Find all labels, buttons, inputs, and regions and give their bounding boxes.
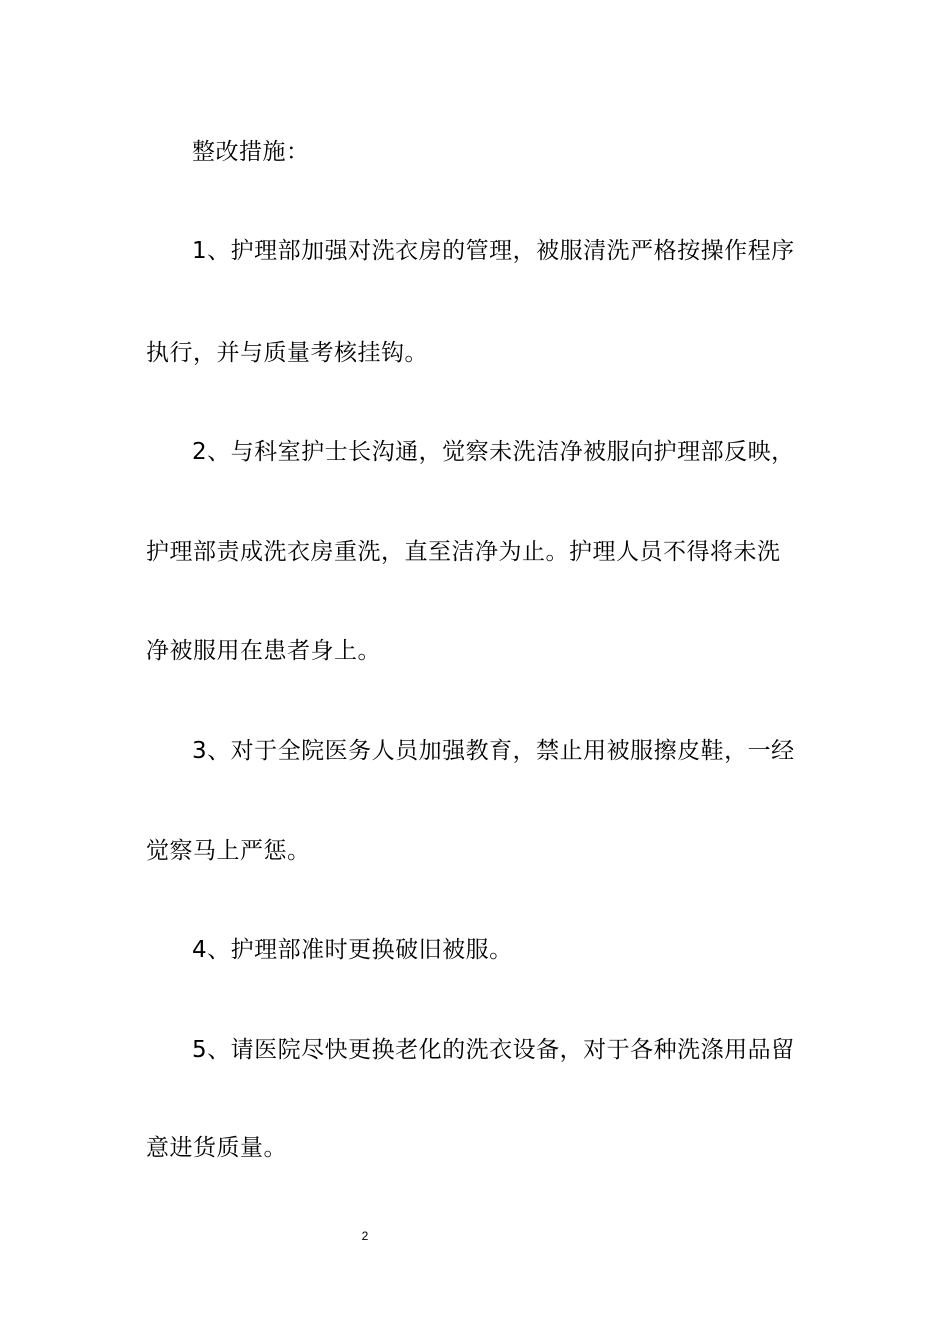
paragraph-2-line-1: 2、与科室护士长沟通，觉察未洗洁净被服向护理部反映，: [192, 439, 795, 465]
paragraph-5-line-2: 意进货质量。: [146, 1135, 287, 1161]
paragraph-2-line-3: 净被服用在患者身上。: [146, 638, 381, 664]
paragraph-2-line-2: 护理部责成洗衣房重洗，直至洁净为止。护理人员不得将未洗: [146, 539, 781, 565]
page-number: 2: [361, 1229, 369, 1243]
paragraph-4-line-1: 4、护理部准时更换破旧被服。: [192, 937, 513, 963]
paragraph-1-line-1: 1、护理部加强对洗衣房的管理，被服清洗严格按操作程序: [192, 238, 795, 264]
section-heading: 整改措施：: [192, 139, 310, 165]
paragraph-1-line-2: 执行，并与质量考核挂钩。: [146, 340, 428, 366]
paragraph-5-line-1: 5、请医院尽快更换老化的洗衣设备，对于各种洗涤用品留: [192, 1037, 795, 1063]
paragraph-3-line-1: 3、对于全院医务人员加强教育，禁止用被服擦皮鞋，一经: [192, 738, 795, 764]
paragraph-3-line-2: 觉察马上严惩。: [146, 838, 311, 864]
